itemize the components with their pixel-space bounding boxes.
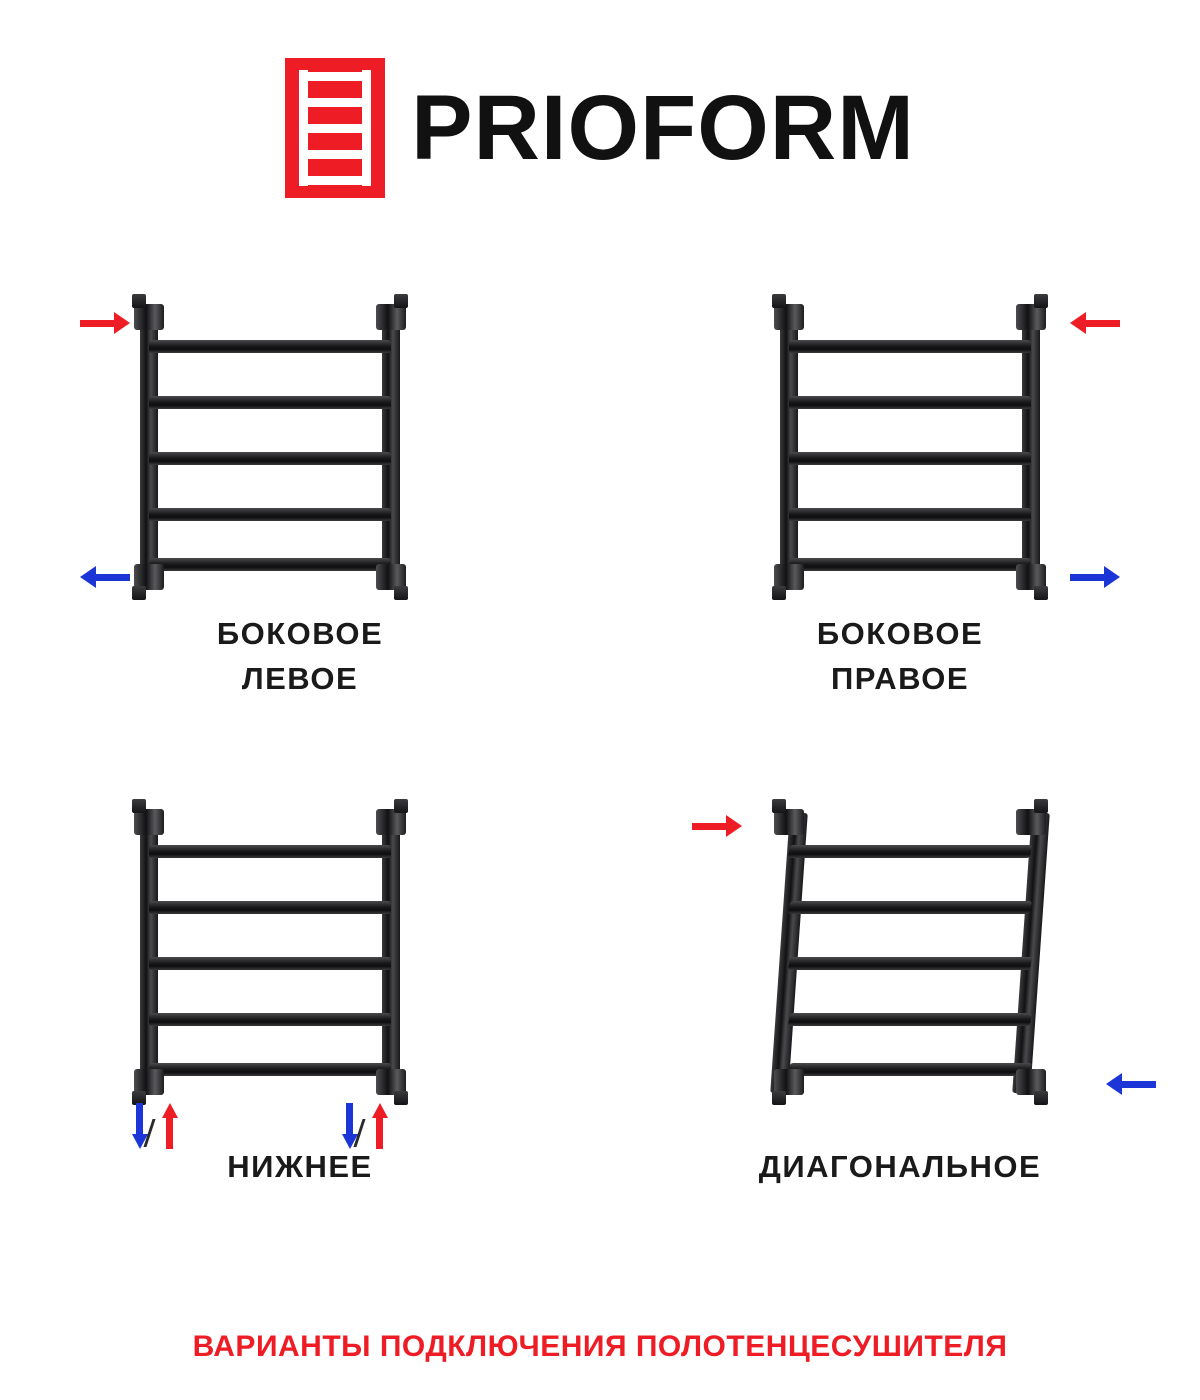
variant-diagonal (600, 767, 1200, 1272)
rail-fitting-top-left (134, 809, 164, 835)
rail-stub (1034, 586, 1048, 600)
arrow-shaft (1070, 574, 1104, 581)
rail-rung (788, 1013, 1032, 1026)
rail-stub (772, 799, 786, 813)
rail-stub (394, 799, 408, 813)
rail-stub (132, 586, 146, 600)
rail-fitting-top-right (376, 304, 406, 330)
logo-rung (299, 72, 371, 81)
rail-stub (394, 586, 408, 600)
rail-stub (1034, 1091, 1048, 1105)
rail-stub (394, 294, 408, 308)
variant-side-right (600, 262, 1200, 767)
rail-rung (788, 901, 1032, 914)
arrow-shaft (692, 823, 726, 830)
rail-fitting-bottom-right (1016, 1069, 1046, 1095)
variant-bottom (0, 767, 600, 1272)
inlet-arrow-bottom-right-up (372, 1103, 386, 1149)
towel-rail-logo-icon (285, 58, 385, 198)
caption-line-2: ПРАВОЕ (830, 660, 970, 696)
rail-rung (788, 1063, 1032, 1076)
connection-variants-grid (0, 262, 1200, 1272)
logo-rung (299, 98, 371, 107)
arrow-shaft (136, 1103, 143, 1135)
rail-rung (149, 845, 391, 858)
rail-rung (789, 558, 1031, 571)
rail-stub (394, 1091, 408, 1105)
caption-line-1: НИЖНЕЕ (227, 1149, 373, 1184)
towel-rail-graphic (780, 805, 1040, 1101)
rail-rung (789, 508, 1031, 521)
arrow-head (114, 312, 130, 334)
rail-stub (132, 294, 146, 308)
outlet-arrow-bottom-left (80, 570, 130, 584)
arrow-head (1104, 566, 1120, 588)
rail-rung (149, 1063, 391, 1076)
rail-rung (149, 558, 391, 571)
rail-rung (149, 957, 391, 970)
bottom-arrow-pair-left (132, 1103, 178, 1151)
rail-fitting-bottom-left (134, 564, 164, 590)
rail-rung (149, 340, 391, 353)
arrow-head (162, 1103, 178, 1118)
diagram-bottom (80, 785, 520, 1115)
rail-stub (772, 586, 786, 600)
arrow-shaft (96, 574, 130, 581)
rail-stub (1034, 294, 1048, 308)
rail-stub (132, 799, 146, 813)
logo-icon-inner (299, 70, 371, 186)
inlet-arrow-bottom-left-up (162, 1103, 176, 1149)
variant-caption-diagonal (600, 1145, 1200, 1190)
rail-fitting-top-right (1016, 809, 1046, 835)
rail-rung (149, 396, 391, 409)
rail-rung (788, 957, 1032, 970)
arrow-shaft (346, 1103, 353, 1135)
inlet-arrow-top-left (80, 316, 130, 330)
rail-fitting-top-right (376, 809, 406, 835)
rail-fitting-top-left (774, 809, 804, 835)
arrow-shaft (1122, 1081, 1156, 1088)
rail-rung (789, 340, 1031, 353)
rail-rung (789, 452, 1031, 465)
rail-rung (149, 508, 391, 521)
diagram-side-right (680, 280, 1120, 610)
brand-name: PRIOFORM (411, 77, 915, 179)
rail-rung (788, 845, 1032, 858)
arrow-head (80, 566, 96, 588)
diagram-diagonal (680, 785, 1120, 1115)
rail-fitting-top-left (134, 304, 164, 330)
diagram-side-left (80, 280, 520, 610)
rail-fitting-bottom-left (134, 1069, 164, 1095)
arrow-shaft (1086, 320, 1120, 327)
rail-rung (149, 452, 391, 465)
arrow-head (726, 815, 742, 837)
rail-fitting-bottom-left (774, 564, 804, 590)
rail-stub (772, 1091, 786, 1105)
bottom-arrow-pair-right (342, 1103, 388, 1151)
outlet-arrow-bottom-right (1070, 570, 1120, 584)
caption-line-2: ЛЕВОЕ (241, 660, 359, 696)
rail-fitting-bottom-right (376, 1069, 406, 1095)
logo-rung (299, 150, 371, 159)
rail-fitting-top-left (774, 304, 804, 330)
rail-fitting-bottom-right (376, 564, 406, 590)
arrow-head (1106, 1073, 1122, 1095)
inlet-arrow-top-left (692, 819, 742, 833)
outlet-arrow-bottom-right (1106, 1077, 1156, 1091)
arrow-head (1070, 312, 1086, 334)
logo-rung (299, 176, 371, 185)
rail-fitting-top-right (1016, 304, 1046, 330)
caption-line-1: БОКОВОЕ (216, 616, 384, 651)
arrow-head (372, 1103, 388, 1118)
variant-caption-side-left (0, 612, 600, 702)
caption-line-1: ДИАГОНАЛЬНОЕ (758, 1149, 1042, 1184)
rail-rung (789, 396, 1031, 409)
variant-caption-side-right (600, 612, 1200, 702)
rail-fitting-bottom-right (1016, 564, 1046, 590)
variant-caption-bottom (0, 1145, 600, 1190)
rail-fitting-bottom-left (774, 1069, 804, 1095)
variant-side-left (0, 262, 600, 767)
towel-rail-graphic (140, 300, 400, 596)
rail-stub (772, 294, 786, 308)
rail-rung (149, 901, 391, 914)
towel-rail-graphic (140, 805, 400, 1101)
brand-header (0, 48, 1200, 208)
inlet-arrow-top-right (1070, 316, 1120, 330)
logo-rung (299, 124, 371, 133)
caption-line-1: БОКОВОЕ (816, 616, 984, 651)
arrow-shaft (80, 320, 114, 327)
footer-title: ВАРИАНТЫ ПОДКЛЮЧЕНИЯ ПОЛОТЕНЦЕСУШИТЕЛЯ (192, 1330, 1008, 1363)
rail-rung (149, 1013, 391, 1026)
towel-rail-graphic (780, 300, 1040, 596)
rail-stub (1034, 799, 1048, 813)
